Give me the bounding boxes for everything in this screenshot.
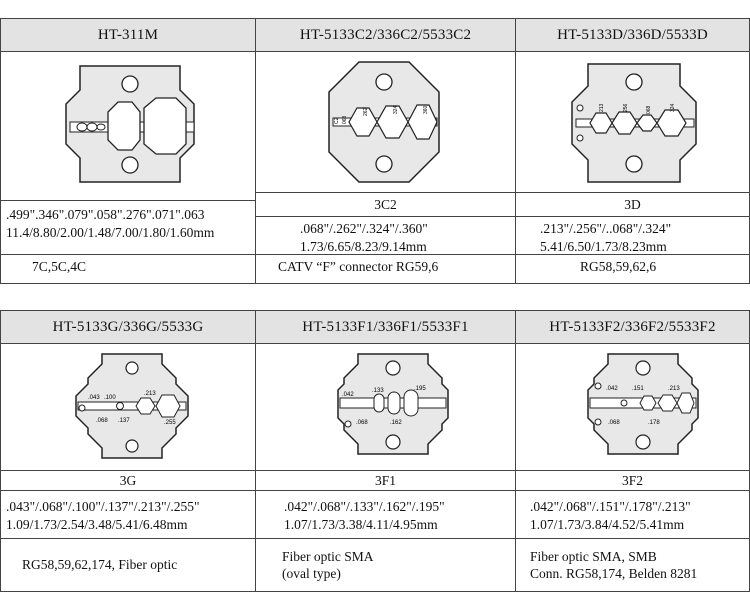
svg-text:256: 256 bbox=[623, 103, 629, 112]
code-3g: 3G bbox=[119, 473, 137, 488]
svg-text:.068: .068 bbox=[356, 420, 368, 426]
sizes-inch-f1: .042"/.068"/.133"/.162"/.195" bbox=[284, 499, 445, 514]
crimp-die-c2-icon bbox=[325, 58, 443, 186]
svg-text:.042: .042 bbox=[606, 386, 618, 392]
svg-text:C2: C2 bbox=[334, 117, 340, 124]
header-ht-311m: HT-311M bbox=[0, 18, 256, 52]
svg-text:.178: .178 bbox=[648, 420, 660, 426]
sizes-mm-f1: 1.07/1.73/3.38/4.11/4.95mm bbox=[284, 517, 438, 532]
header-ht-5133c2: HT-5133C2/336C2/5533C2 bbox=[255, 18, 516, 52]
sizes-inch-311m: .499".346".079".058".276".071".063 bbox=[6, 207, 205, 222]
svg-text:068: 068 bbox=[646, 105, 652, 114]
sizes-inch-c2: .068"/.262"/.324"/.360" bbox=[300, 221, 428, 236]
sizes-mm-d: 5.41/6.50/1.73/8.23mm bbox=[540, 239, 667, 254]
cable-311m: 7C,5C,4C bbox=[32, 259, 87, 274]
svg-text:213: 213 bbox=[599, 103, 605, 112]
code-3f1: 3F1 bbox=[374, 473, 396, 488]
svg-text:324: 324 bbox=[670, 103, 676, 112]
cable-f2-line1: Fiber optic SMA, SMB bbox=[530, 549, 657, 564]
header-ht-5133f2: HT-5133F2/336F2/5533F2 bbox=[515, 310, 750, 344]
svg-text:.043: .043 bbox=[88, 395, 100, 401]
crimp-die-d-icon bbox=[568, 60, 700, 186]
cable-c2: CATV “F” connector RG59,6 bbox=[278, 259, 439, 274]
svg-text:.151: .151 bbox=[632, 386, 644, 392]
cable-g: RG58,59,62,174, Fiber optic bbox=[22, 557, 178, 572]
sizes-mm-g: 1.09/1.73/2.54/3.48/5.41/6.48mm bbox=[6, 517, 188, 532]
svg-text:.213: .213 bbox=[144, 391, 156, 397]
sizes-mm-f2: 1.07/1.73/3.84/4.52/5.41mm bbox=[530, 517, 685, 532]
crimp-die-g-icon bbox=[72, 350, 192, 462]
svg-text:.068: .068 bbox=[96, 418, 108, 424]
svg-text:.162: .162 bbox=[390, 420, 402, 426]
svg-text:.137: .137 bbox=[118, 418, 130, 424]
svg-text:360: 360 bbox=[423, 105, 429, 114]
svg-text:.213: .213 bbox=[668, 386, 680, 392]
crimp-die-f1-icon bbox=[334, 350, 452, 458]
svg-text:262: 262 bbox=[363, 107, 369, 116]
sizes-mm-311m: 11.4/8.80/2.00/1.48/7.00/1.80/1.60mm bbox=[6, 225, 215, 240]
svg-text:.100: .100 bbox=[104, 395, 116, 401]
cable-f1-line2: (oval type) bbox=[282, 566, 341, 581]
header-ht-5133d: HT-5133D/336D/5533D bbox=[515, 18, 750, 52]
sizes-inch-f2: .042"/.068"/.151"/.178"/.213" bbox=[530, 499, 691, 514]
crimp-die-311m-icon bbox=[60, 60, 200, 188]
svg-text:.195: .195 bbox=[414, 386, 426, 392]
header-ht-5133g: HT-5133G/336G/5533G bbox=[0, 310, 256, 344]
svg-text:.255: .255 bbox=[164, 420, 176, 426]
svg-text:.133: .133 bbox=[372, 388, 384, 394]
cable-f2-line2: Conn. RG58,174, Belden 8281 bbox=[530, 566, 698, 581]
top-table bbox=[0, 18, 750, 284]
sizes-inch-d: .213"/.256"/..068"/.324" bbox=[540, 221, 672, 236]
code-3c2: 3C2 bbox=[374, 197, 397, 212]
header-ht-5133f1: HT-5133F1/336F1/5533F1 bbox=[255, 310, 516, 344]
svg-text:.042: .042 bbox=[342, 392, 354, 398]
bottom-table bbox=[0, 310, 750, 592]
code-3f2: 3F2 bbox=[621, 473, 643, 488]
code-3d: 3D bbox=[624, 197, 641, 212]
svg-text:068: 068 bbox=[342, 115, 348, 124]
sizes-inch-g: .043"/.068"/.100"/.137"/.213"/.255" bbox=[6, 499, 200, 514]
svg-text:324: 324 bbox=[393, 105, 399, 114]
svg-text:.068: .068 bbox=[608, 420, 620, 426]
crimp-die-f2-icon bbox=[584, 350, 702, 458]
cable-d: RG58,59,62,6 bbox=[580, 259, 657, 274]
cable-f1-line1: Fiber optic SMA bbox=[282, 549, 374, 564]
sizes-mm-c2: 1.73/6.65/8.23/9.14mm bbox=[300, 239, 427, 254]
